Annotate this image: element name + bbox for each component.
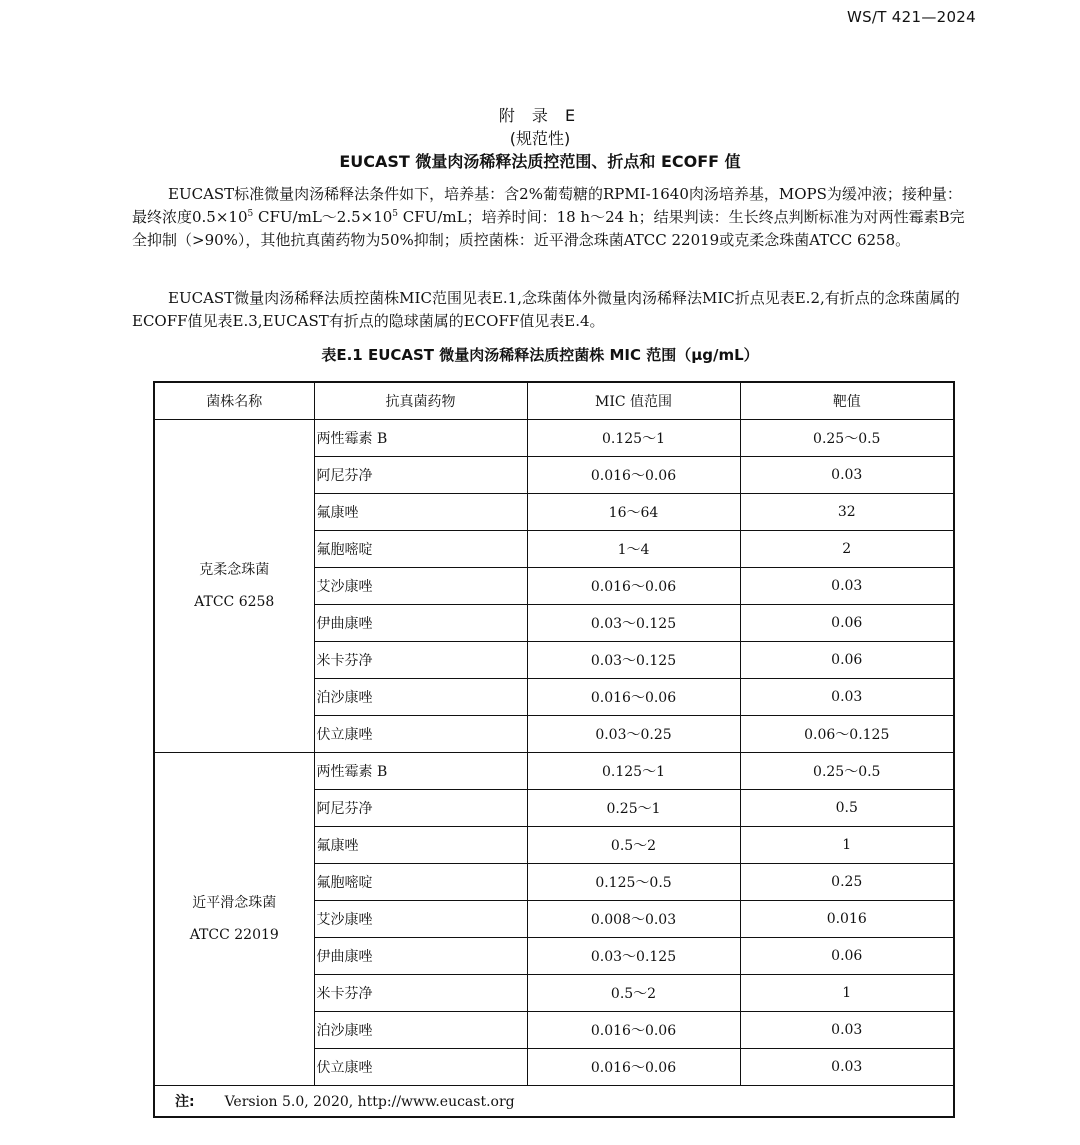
drug-cell: 两性霉素 B — [314, 420, 527, 457]
mic-range-cell: 0.25～1 — [527, 790, 740, 827]
mic-range-cell: 0.016～0.06 — [527, 679, 740, 716]
drug-cell: 氟康唑 — [314, 827, 527, 864]
mic-range-cell: 0.125～0.5 — [527, 864, 740, 901]
superscript: 5 — [392, 209, 399, 219]
drug-cell: 氟胞嘧啶 — [314, 864, 527, 901]
table-note — [154, 1086, 954, 1118]
drug-cell: 泊沙康唑 — [314, 679, 527, 716]
standard-code: WS/T 421—2024 — [846, 8, 976, 26]
target-cell: 0.25～0.5 — [740, 753, 954, 790]
drug-cell: 伊曲康唑 — [314, 605, 527, 642]
mic-range-cell: 0.125～1 — [527, 753, 740, 790]
drug-cell: 艾沙康唑 — [314, 901, 527, 938]
drug-cell: 伏立康唑 — [314, 716, 527, 753]
note-text: Version 5.0, 2020, http://www.eucast.org — [224, 1094, 515, 1110]
drug-cell: 米卡芬净 — [314, 642, 527, 679]
superscript: 5 — [247, 209, 254, 219]
mic-range-cell: 0.03～0.125 — [527, 938, 740, 975]
target-cell: 0.06 — [740, 938, 954, 975]
mic-range-cell: 0.125～1 — [527, 420, 740, 457]
mic-range-cell: 0.016～0.06 — [527, 457, 740, 494]
paragraph-text: CFU/mL～2.5×10 — [253, 208, 393, 226]
mic-range-cell: 0.5～2 — [527, 827, 740, 864]
appendix-heading — [0, 104, 1080, 173]
paragraph-conditions — [132, 183, 976, 252]
paragraph-references: EUCAST微量肉汤稀释法质控菌株MIC范围见表E.1,念珠菌体外微量肉汤稀释法MIC折点见表E.2,有折点的念珠菌属的ECOFF值见表E.3,EUCAST有折点的隐球菌属的ECOFF值见表E.4。 — [132, 289, 960, 330]
target-cell: 0.5 — [740, 790, 954, 827]
drug-cell: 艾沙康唑 — [314, 568, 527, 605]
target-cell: 0.03 — [740, 568, 954, 605]
strain-name: 近平滑念珠菌 — [192, 895, 277, 911]
column-header-target: 靶值 — [740, 382, 954, 420]
strain-cell — [154, 420, 314, 753]
qc-range-table — [153, 381, 955, 1118]
table-body — [154, 420, 954, 1086]
paragraph-text: CFU/mL；培养时间：18 h～24 h；结果判读：生长终点判断标准为对两性霉素B完全抑制（>90%），其他抗真菌药物为50%抑制；质控菌株：近平滑念珠菌ATCC 22019或克柔念珠菌ATCC 6258。 — [132, 208, 965, 249]
appendix-title: EUCAST 微量肉汤稀释法质控范围、折点和 ECOFF 值 — [339, 152, 741, 171]
mic-range-cell: 0.5～2 — [527, 975, 740, 1012]
mic-range-cell: 0.016～0.06 — [527, 1012, 740, 1049]
table-note-row — [154, 1086, 954, 1118]
column-header-mic-range: MIC 值范围 — [527, 382, 740, 420]
table-row — [154, 753, 954, 790]
target-cell: 0.016 — [740, 901, 954, 938]
mic-range-cell: 0.03～0.125 — [527, 605, 740, 642]
strain-id: ATCC 6258 — [194, 594, 275, 610]
appendix-type: (规范性) — [509, 129, 571, 148]
column-header-drug: 抗真菌药物 — [314, 382, 527, 420]
strain-name: 克柔念珠菌 — [199, 562, 270, 578]
target-cell: 0.06 — [740, 642, 954, 679]
drug-cell: 阿尼芬净 — [314, 790, 527, 827]
appendix-label: 附 录 E — [498, 106, 582, 125]
mic-range-cell: 1～4 — [527, 531, 740, 568]
drug-cell: 氟胞嘧啶 — [314, 531, 527, 568]
mic-range-cell: 0.03～0.125 — [527, 642, 740, 679]
paragraph-text: EUCAST标准微量肉汤稀释法条件如下，培养基：含2%葡萄糖的RPMI-1640肉汤培养基，MOPS为缓冲液；接种量：最终浓度0.5×10 — [132, 185, 962, 226]
strain-cell — [154, 753, 314, 1086]
strain-id: ATCC 22019 — [189, 927, 279, 943]
drug-cell: 阿尼芬净 — [314, 457, 527, 494]
mic-range-cell: 0.016～0.06 — [527, 568, 740, 605]
target-cell: 1 — [740, 827, 954, 864]
column-header-strain: 菌株名称 — [154, 382, 314, 420]
note-label: 注: — [175, 1094, 195, 1110]
table-row — [154, 420, 954, 457]
drug-cell: 泊沙康唑 — [314, 1012, 527, 1049]
drug-cell: 伊曲康唑 — [314, 938, 527, 975]
target-cell: 0.25 — [740, 864, 954, 901]
mic-range-cell: 0.016～0.06 — [527, 1049, 740, 1086]
target-cell: 0.06～0.125 — [740, 716, 954, 753]
target-cell: 0.03 — [740, 1012, 954, 1049]
drug-cell: 两性霉素 B — [314, 753, 527, 790]
target-cell: 0.03 — [740, 1049, 954, 1086]
drug-cell: 米卡芬净 — [314, 975, 527, 1012]
drug-cell: 伏立康唑 — [314, 1049, 527, 1086]
drug-cell: 氟康唑 — [314, 494, 527, 531]
mic-range-cell: 0.03～0.25 — [527, 716, 740, 753]
target-cell: 0.06 — [740, 605, 954, 642]
target-cell: 0.25～0.5 — [740, 420, 954, 457]
target-cell: 0.03 — [740, 457, 954, 494]
target-cell: 32 — [740, 494, 954, 531]
mic-range-cell: 0.008～0.03 — [527, 901, 740, 938]
target-cell: 0.03 — [740, 679, 954, 716]
table-caption: 表E.1 EUCAST 微量肉汤稀释法质控菌株 MIC 范围（μg/mL） — [321, 346, 759, 364]
target-cell: 2 — [740, 531, 954, 568]
target-cell: 1 — [740, 975, 954, 1012]
table-header-row — [154, 382, 954, 420]
mic-range-cell: 16～64 — [527, 494, 740, 531]
